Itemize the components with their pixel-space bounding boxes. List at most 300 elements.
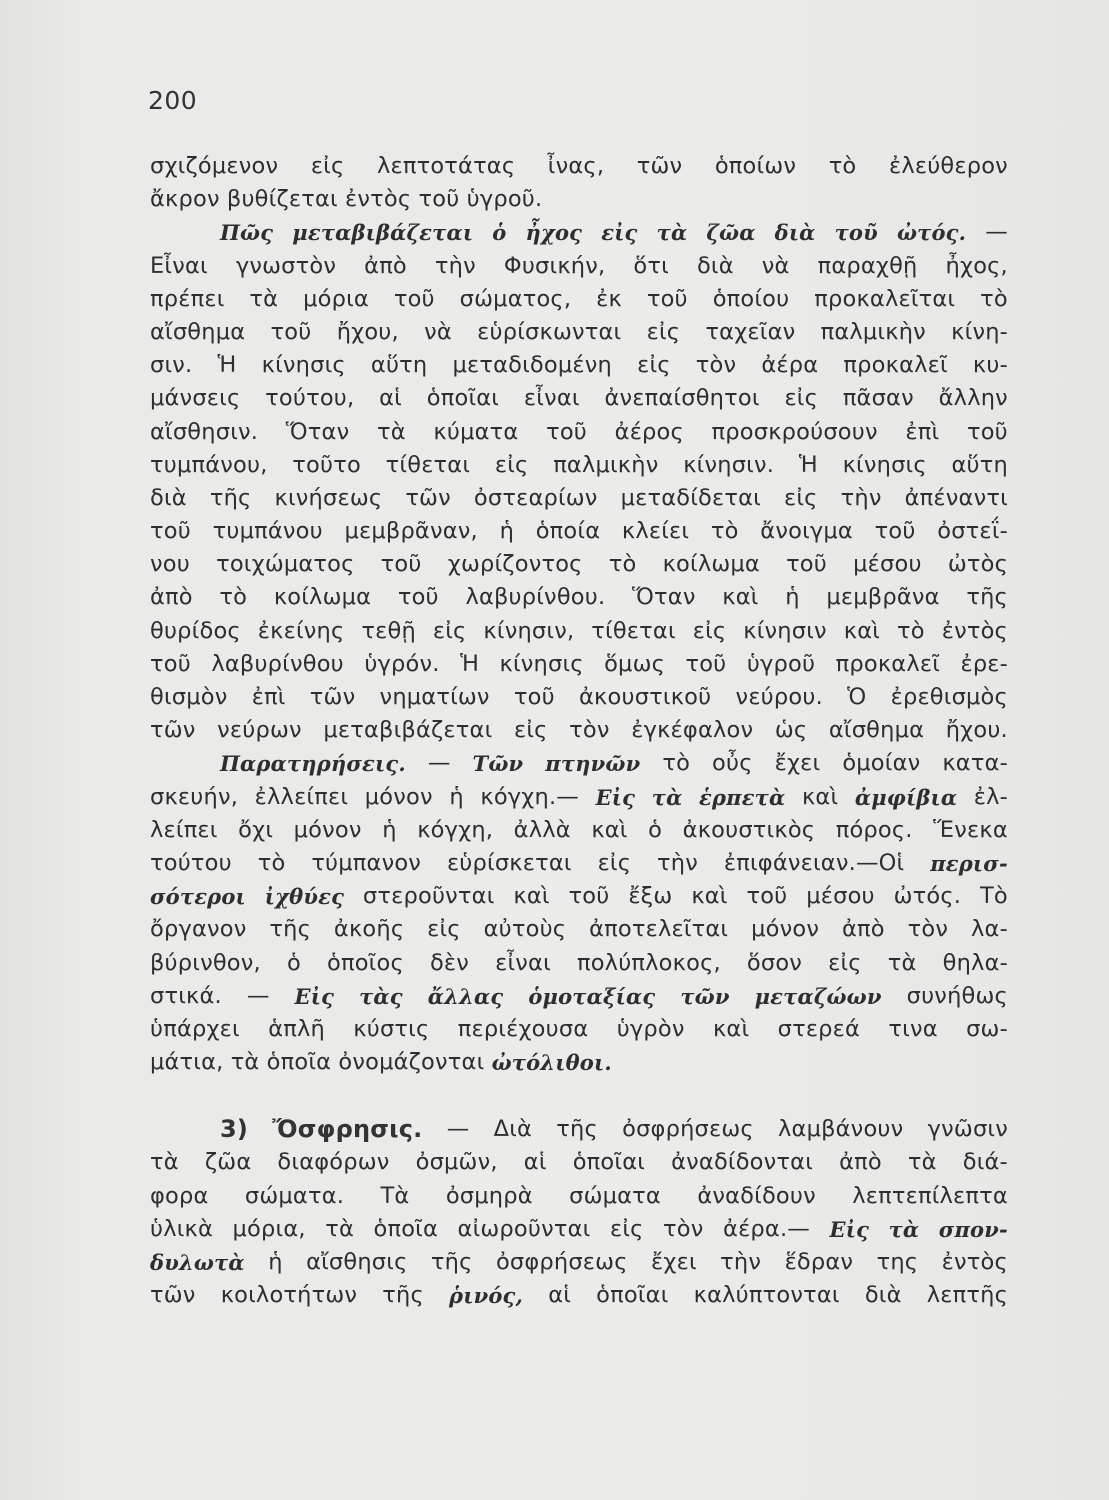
word: ἁπλῆ — [268, 1015, 325, 1042]
word: ὠτός. — [896, 220, 967, 246]
word: μάνσεις — [150, 385, 241, 412]
word: περιέχουσα — [457, 1015, 589, 1042]
word: ἐγκέφαλον — [631, 717, 754, 744]
word: ἤχου. — [945, 717, 1008, 744]
word: τοῦ — [834, 220, 878, 246]
word: τοῦ — [380, 551, 422, 578]
word: τοῦ — [393, 285, 435, 312]
word: μεταβιβάζεται — [323, 717, 493, 744]
word: μόρια — [303, 285, 369, 312]
word: ἤχου, — [336, 318, 399, 345]
word: ὠτὸς — [947, 551, 1008, 578]
word: πολύπλοκος, — [576, 949, 721, 976]
word: προσκρούσουν — [711, 418, 878, 445]
word: ὁποῖαι — [572, 1149, 646, 1176]
word: Πῶς — [220, 220, 274, 246]
word: τῶν — [636, 153, 683, 179]
word: σπον- — [938, 1216, 1008, 1242]
word: τῶν — [680, 983, 730, 1009]
word: τὰ — [888, 1216, 920, 1242]
word: τοῦ — [786, 551, 827, 578]
word: συνήθως — [906, 982, 1008, 1009]
word: τοῦ — [568, 883, 610, 910]
word: ἀπέναντι — [904, 484, 1008, 511]
word: πρέπει — [150, 285, 225, 312]
word: κινήσεως — [274, 484, 383, 511]
word: Ὅταν — [285, 418, 350, 445]
word: στεροῦνται — [362, 883, 495, 910]
word: τοῦ — [746, 883, 788, 910]
word: ὅμως — [604, 650, 666, 677]
word: διὰ — [696, 252, 734, 279]
word: σότεροι — [150, 884, 246, 910]
word: ἑρπετὰ — [699, 784, 786, 810]
text-line — [150, 515, 1008, 548]
word: εἰς — [310, 153, 345, 179]
word: εἰς — [494, 451, 529, 478]
word: διαφόρων — [277, 1149, 390, 1176]
word: ἰχθύες — [264, 884, 345, 910]
word: ἐπὶ — [251, 684, 286, 710]
word: προκαλεῖ — [835, 650, 941, 677]
word: ἔξω — [628, 883, 673, 910]
text-line — [150, 250, 1008, 283]
word: ὠτόλιθοι. — [491, 1050, 612, 1076]
word: ἀπὸ — [150, 584, 193, 611]
word: μάτια, — [150, 1049, 224, 1076]
word: εἰς — [784, 484, 818, 511]
word: καὶ — [801, 783, 839, 810]
word: κοίλωμα — [662, 551, 760, 578]
word: κόγχη, — [417, 816, 494, 843]
word: τὸ — [980, 285, 1008, 312]
word: εἰς — [784, 385, 819, 412]
word: τὰ — [230, 1049, 260, 1076]
word: τὴν — [840, 484, 882, 511]
word: χωρίζοντος — [447, 551, 583, 578]
text-line — [150, 150, 1008, 183]
word: 3) — [220, 1115, 249, 1144]
word: ὀσφρήσεως — [495, 1249, 628, 1275]
word: τίθεται — [591, 617, 676, 644]
word: ἔχει — [651, 1249, 697, 1275]
word: μεμβρᾶναν, — [344, 518, 478, 545]
word: ἡ — [499, 518, 515, 545]
word: αὐτοὺς — [483, 916, 567, 943]
word: παλμικὴν — [553, 451, 659, 478]
word: Ἡ — [217, 352, 237, 379]
word: ὅτι — [633, 252, 669, 279]
word: ἀποτελεῖται — [589, 916, 729, 943]
word: σχιζόμενον — [150, 153, 279, 179]
word: ἡ — [382, 816, 397, 843]
word: σώματα. — [244, 1182, 345, 1209]
word: ὀστεαρίων — [473, 484, 598, 511]
word: στερεά — [777, 1015, 861, 1042]
word: ἕδραν — [784, 1249, 854, 1275]
word: ἡ — [449, 783, 464, 810]
word: αἴσθημα — [150, 318, 246, 345]
word: τὸ — [219, 584, 248, 611]
text-line — [150, 747, 1008, 780]
word: ὠτός. — [893, 883, 962, 910]
text-line — [150, 947, 1008, 980]
word: οὖς — [712, 750, 753, 777]
word: Ὄσφρησις. — [272, 1115, 423, 1144]
word: εἰς — [513, 717, 548, 744]
text-line — [150, 283, 1008, 316]
word: τὴν — [720, 1249, 762, 1275]
word: αἱ — [523, 1149, 547, 1176]
word: τοῦ — [397, 584, 439, 611]
word: αἰωροῦνται — [457, 1215, 591, 1242]
word: τοῦτο — [292, 451, 361, 478]
word: Ὁ — [847, 684, 867, 710]
word: ὁ — [492, 220, 507, 246]
word: καὶ — [591, 816, 628, 843]
text-line — [150, 1213, 1008, 1246]
word: τῶν — [150, 1282, 196, 1309]
text-line — [150, 1046, 1008, 1079]
word: Ἡ — [798, 451, 818, 478]
word: μόνον — [751, 916, 820, 943]
word: μεταβιβάζεται — [292, 220, 474, 246]
word: καὶ — [513, 883, 550, 910]
word: λείπει — [150, 816, 218, 843]
word: μόρια, — [232, 1215, 306, 1242]
word: μόνον — [293, 816, 362, 843]
word: τοῦ — [646, 285, 688, 312]
word: αὕτη — [370, 352, 428, 379]
word: ἐλλείπει — [254, 783, 349, 810]
word: της — [876, 1249, 919, 1275]
word: δὲν — [429, 949, 470, 976]
word: Εἰς — [595, 784, 636, 810]
word: ὁποῖαι — [596, 1282, 669, 1309]
word: λαβυρίνθου — [211, 650, 344, 677]
word: τὸν — [663, 1215, 704, 1242]
word: εἰς — [646, 318, 681, 345]
word: τοῦ — [418, 186, 460, 213]
word: τὸν — [907, 916, 949, 943]
word: πόρος. — [835, 816, 913, 843]
text-line — [150, 781, 1008, 814]
word: Τὸ — [979, 883, 1008, 910]
word: ὁποίου — [712, 285, 790, 312]
word: ἀπὸ — [842, 916, 885, 943]
word: κίνη- — [951, 318, 1008, 345]
word: εἰς — [692, 617, 727, 644]
word: ἐκ — [596, 285, 622, 312]
word: κύστις — [353, 1015, 430, 1042]
text-line — [150, 714, 1008, 747]
word: ἶνας, — [547, 153, 605, 179]
text-line — [150, 349, 1008, 382]
word: Ἡ — [460, 650, 480, 677]
word: τούτου — [150, 849, 232, 876]
word: τῶν — [309, 684, 356, 710]
word: μέσου — [806, 883, 875, 910]
word: ἀναδίδουν — [697, 1182, 816, 1209]
word: σκευήν, — [150, 783, 239, 810]
word: τίθεται — [385, 451, 471, 478]
word: τὰ — [651, 784, 683, 810]
word: τῆς — [556, 1116, 598, 1143]
word: στικά. — [150, 982, 222, 1009]
word: τύμπανον — [311, 849, 422, 876]
word: ὁ — [648, 816, 663, 843]
word: εὑρίσκεται — [446, 849, 572, 876]
word: γνῶσιν — [927, 1116, 1008, 1143]
word: τὴν — [434, 252, 476, 279]
word: αἱ — [379, 385, 402, 412]
word: κόγχη.— — [480, 783, 580, 810]
word: παλμικὴν — [820, 318, 926, 345]
word: βυθίζεται — [226, 186, 338, 213]
word: ἐντὸς — [941, 617, 1008, 644]
word: ἡ — [785, 584, 800, 611]
word: μεταδιδομένη — [452, 352, 612, 379]
word: ἀμφίβια — [854, 784, 958, 810]
text-line — [150, 681, 1008, 714]
word: νεύρων — [217, 717, 302, 744]
word: παραχθῇ — [817, 252, 918, 279]
word: κίνησις — [842, 451, 927, 478]
word: κίνησιν — [743, 617, 827, 644]
word: τοιχώματος — [216, 551, 355, 578]
word: ὑλικὰ — [150, 1215, 214, 1242]
text-line — [150, 648, 1008, 681]
word: ὁποίων — [714, 153, 797, 179]
word: κίνησιν. — [683, 451, 775, 478]
word: ὀσμηρὰ — [445, 1182, 533, 1209]
word: ἐκείνης — [257, 617, 345, 644]
word: δυλωτὰ — [150, 1250, 245, 1275]
word: ὀστεΐ- — [937, 518, 1008, 545]
word: ἐρε- — [960, 650, 1008, 677]
word: αἴσθημα — [828, 717, 925, 744]
word: ζῶα — [706, 220, 756, 246]
word: ἔχει — [774, 750, 821, 777]
word: τυμπάνου, — [150, 451, 268, 478]
word: σώματος, — [459, 285, 572, 312]
word: τὰ — [887, 949, 917, 976]
text-line — [150, 1146, 1008, 1179]
word: εἰς — [637, 352, 671, 379]
word: θυρίδος — [150, 617, 241, 644]
word: τοῦ — [966, 418, 1008, 445]
body-text — [150, 150, 1008, 1312]
word: ἄκρον — [150, 186, 220, 213]
text-line — [150, 482, 1008, 515]
word: αἴσθησις — [306, 1249, 408, 1275]
word: πτηνῶν — [545, 751, 641, 777]
word: εἶναι — [523, 385, 580, 412]
word: ὁμοταξίας — [528, 983, 656, 1009]
word: τυμπάνου — [212, 518, 323, 545]
word: Τῶν — [472, 751, 524, 777]
word: Φυσικήν, — [503, 252, 606, 279]
word: τοῦ — [150, 518, 191, 545]
text-line — [150, 581, 1008, 614]
word: ὁποῖαι — [426, 385, 500, 412]
word: τὸ — [662, 750, 691, 777]
word: γνωστὸν — [235, 252, 337, 279]
word: διά- — [962, 1149, 1008, 1176]
word: ὑγρόν. — [364, 650, 440, 677]
word: λεπτεπίλεπτα — [852, 1182, 1008, 1209]
word: σω- — [966, 1015, 1008, 1042]
word: τεθῇ — [361, 617, 416, 644]
text-line — [150, 615, 1008, 648]
word: λεπτῆς — [926, 1282, 1008, 1309]
word: αὕτη — [951, 451, 1008, 478]
word: ἀέρα.— — [723, 1215, 810, 1242]
text-line — [150, 382, 1008, 415]
word: τὸ — [828, 153, 857, 179]
word: ὁποῖος — [327, 949, 404, 976]
word: κλείει — [621, 518, 690, 545]
word: εἰς — [601, 220, 638, 246]
word: σιν. — [150, 352, 193, 379]
word: νεύρου. — [735, 684, 823, 710]
word: κυ- — [972, 352, 1008, 379]
word: σώματα — [569, 1182, 661, 1209]
word: τῆς — [209, 484, 252, 511]
text-line — [150, 1246, 1008, 1279]
word: τὰς — [359, 983, 403, 1009]
word: ὁποία — [535, 518, 601, 545]
word: ὁμοίαν — [842, 750, 921, 777]
word: ὀσφρήσεως — [622, 1116, 754, 1143]
text-line — [150, 1013, 1008, 1046]
text-line — [150, 1279, 1008, 1312]
word: καὶ — [722, 584, 759, 611]
word: ὑγροῦ. — [466, 186, 543, 213]
word: εἰς — [427, 916, 461, 943]
word: καὶ — [712, 1015, 750, 1042]
text-line — [150, 880, 1008, 913]
word: ἐλεύθερον — [888, 153, 1008, 179]
word: εἶναι — [495, 949, 551, 976]
word: ἦχος — [525, 220, 583, 246]
word: τὰ — [907, 1149, 937, 1176]
word: μέσου — [853, 551, 922, 578]
word: τοῦ — [685, 650, 727, 677]
word: κίνησις — [499, 650, 584, 677]
word: αἱ — [548, 1282, 572, 1309]
word: τοῦ — [874, 518, 916, 545]
word: εὑρίσκωνται — [477, 318, 622, 345]
text-line — [150, 416, 1008, 449]
word: ῥινός, — [449, 1283, 524, 1309]
word: λα- — [971, 916, 1008, 943]
word: εἰς — [597, 849, 632, 876]
word: ἀναδίδονται — [671, 1149, 814, 1176]
word: καὶ — [691, 883, 728, 910]
word: τὴν — [657, 849, 698, 876]
word: Διὰ — [493, 1116, 533, 1143]
word: ὁποῖα — [373, 1215, 439, 1242]
text-line — [150, 1180, 1008, 1213]
word: — — [427, 750, 451, 777]
word: καὶ — [843, 617, 881, 644]
word: ὄργανον — [150, 916, 247, 943]
word: περισ- — [930, 850, 1008, 876]
word: ἐντὸς — [345, 186, 412, 213]
word: νὰ — [424, 318, 452, 345]
word: φορα — [150, 1182, 209, 1209]
word: κοιλοτήτων — [220, 1282, 358, 1309]
word: νηματίων — [379, 684, 490, 710]
word: πᾶσαν — [842, 385, 914, 412]
word: αἴσθησιν. — [150, 418, 259, 445]
word: διὰ — [150, 484, 187, 511]
word: ἦχος, — [945, 252, 1008, 279]
word: τῶν — [405, 484, 451, 511]
word: ἀέρος — [614, 418, 684, 445]
word: τοῦ — [150, 650, 191, 677]
word: ὀνομάζονται — [338, 1049, 485, 1076]
word: λεπτοτάτας — [376, 153, 516, 179]
text-line — [150, 913, 1008, 946]
word: τὸν — [569, 717, 610, 744]
word: τῆς — [966, 584, 1008, 611]
word: ὑπάρχει — [150, 1015, 240, 1042]
word: ὁποῖα — [266, 1049, 332, 1076]
word: Εἰς — [294, 983, 335, 1009]
word: Τὰ — [380, 1182, 410, 1209]
text-line — [150, 216, 1008, 249]
word: — — [985, 219, 1008, 246]
word: ὑγροῦ — [746, 650, 816, 677]
word: τὸ — [710, 518, 739, 545]
paragraph-gap — [150, 1079, 1008, 1113]
word: τὰ — [325, 1215, 354, 1242]
word: κίνησιν, — [483, 617, 575, 644]
word: ταχεῖαν — [705, 318, 796, 345]
word: Παρατηρήσεις. — [220, 751, 406, 777]
word: θηλα- — [942, 949, 1008, 976]
word: τὰ — [656, 220, 688, 246]
word: διὰ — [864, 1282, 902, 1309]
word: ἀπὸ — [364, 252, 407, 279]
word: προκαλεῖται — [814, 285, 956, 312]
word: νου — [150, 551, 190, 578]
word: μεταδίδεται — [620, 484, 761, 511]
word: ἀκουστικὸς — [682, 816, 816, 843]
word: τούτου, — [265, 385, 355, 412]
word: λαμβάνουν — [778, 1116, 904, 1143]
text-line — [150, 183, 1008, 216]
word: ὑγρὸν — [616, 1015, 685, 1042]
word: τοῦ — [513, 684, 555, 710]
word: ἄνοιγμα — [760, 518, 853, 545]
word: ὀσμῶν, — [415, 1149, 498, 1176]
text-line — [150, 1113, 1008, 1146]
word: τοῦ — [270, 318, 312, 345]
word: ἀπὸ — [839, 1149, 882, 1176]
word: νὰ — [761, 252, 790, 279]
word: ζῶα — [204, 1149, 252, 1176]
word: Ἕνεκα — [933, 816, 1008, 843]
word: Εἰς — [829, 1216, 870, 1242]
word: ἀκοῆς — [333, 916, 405, 943]
word: κύματα — [433, 418, 519, 445]
word: — — [246, 982, 270, 1009]
word: εἰς — [828, 949, 862, 976]
word: ὅσον — [746, 949, 803, 976]
